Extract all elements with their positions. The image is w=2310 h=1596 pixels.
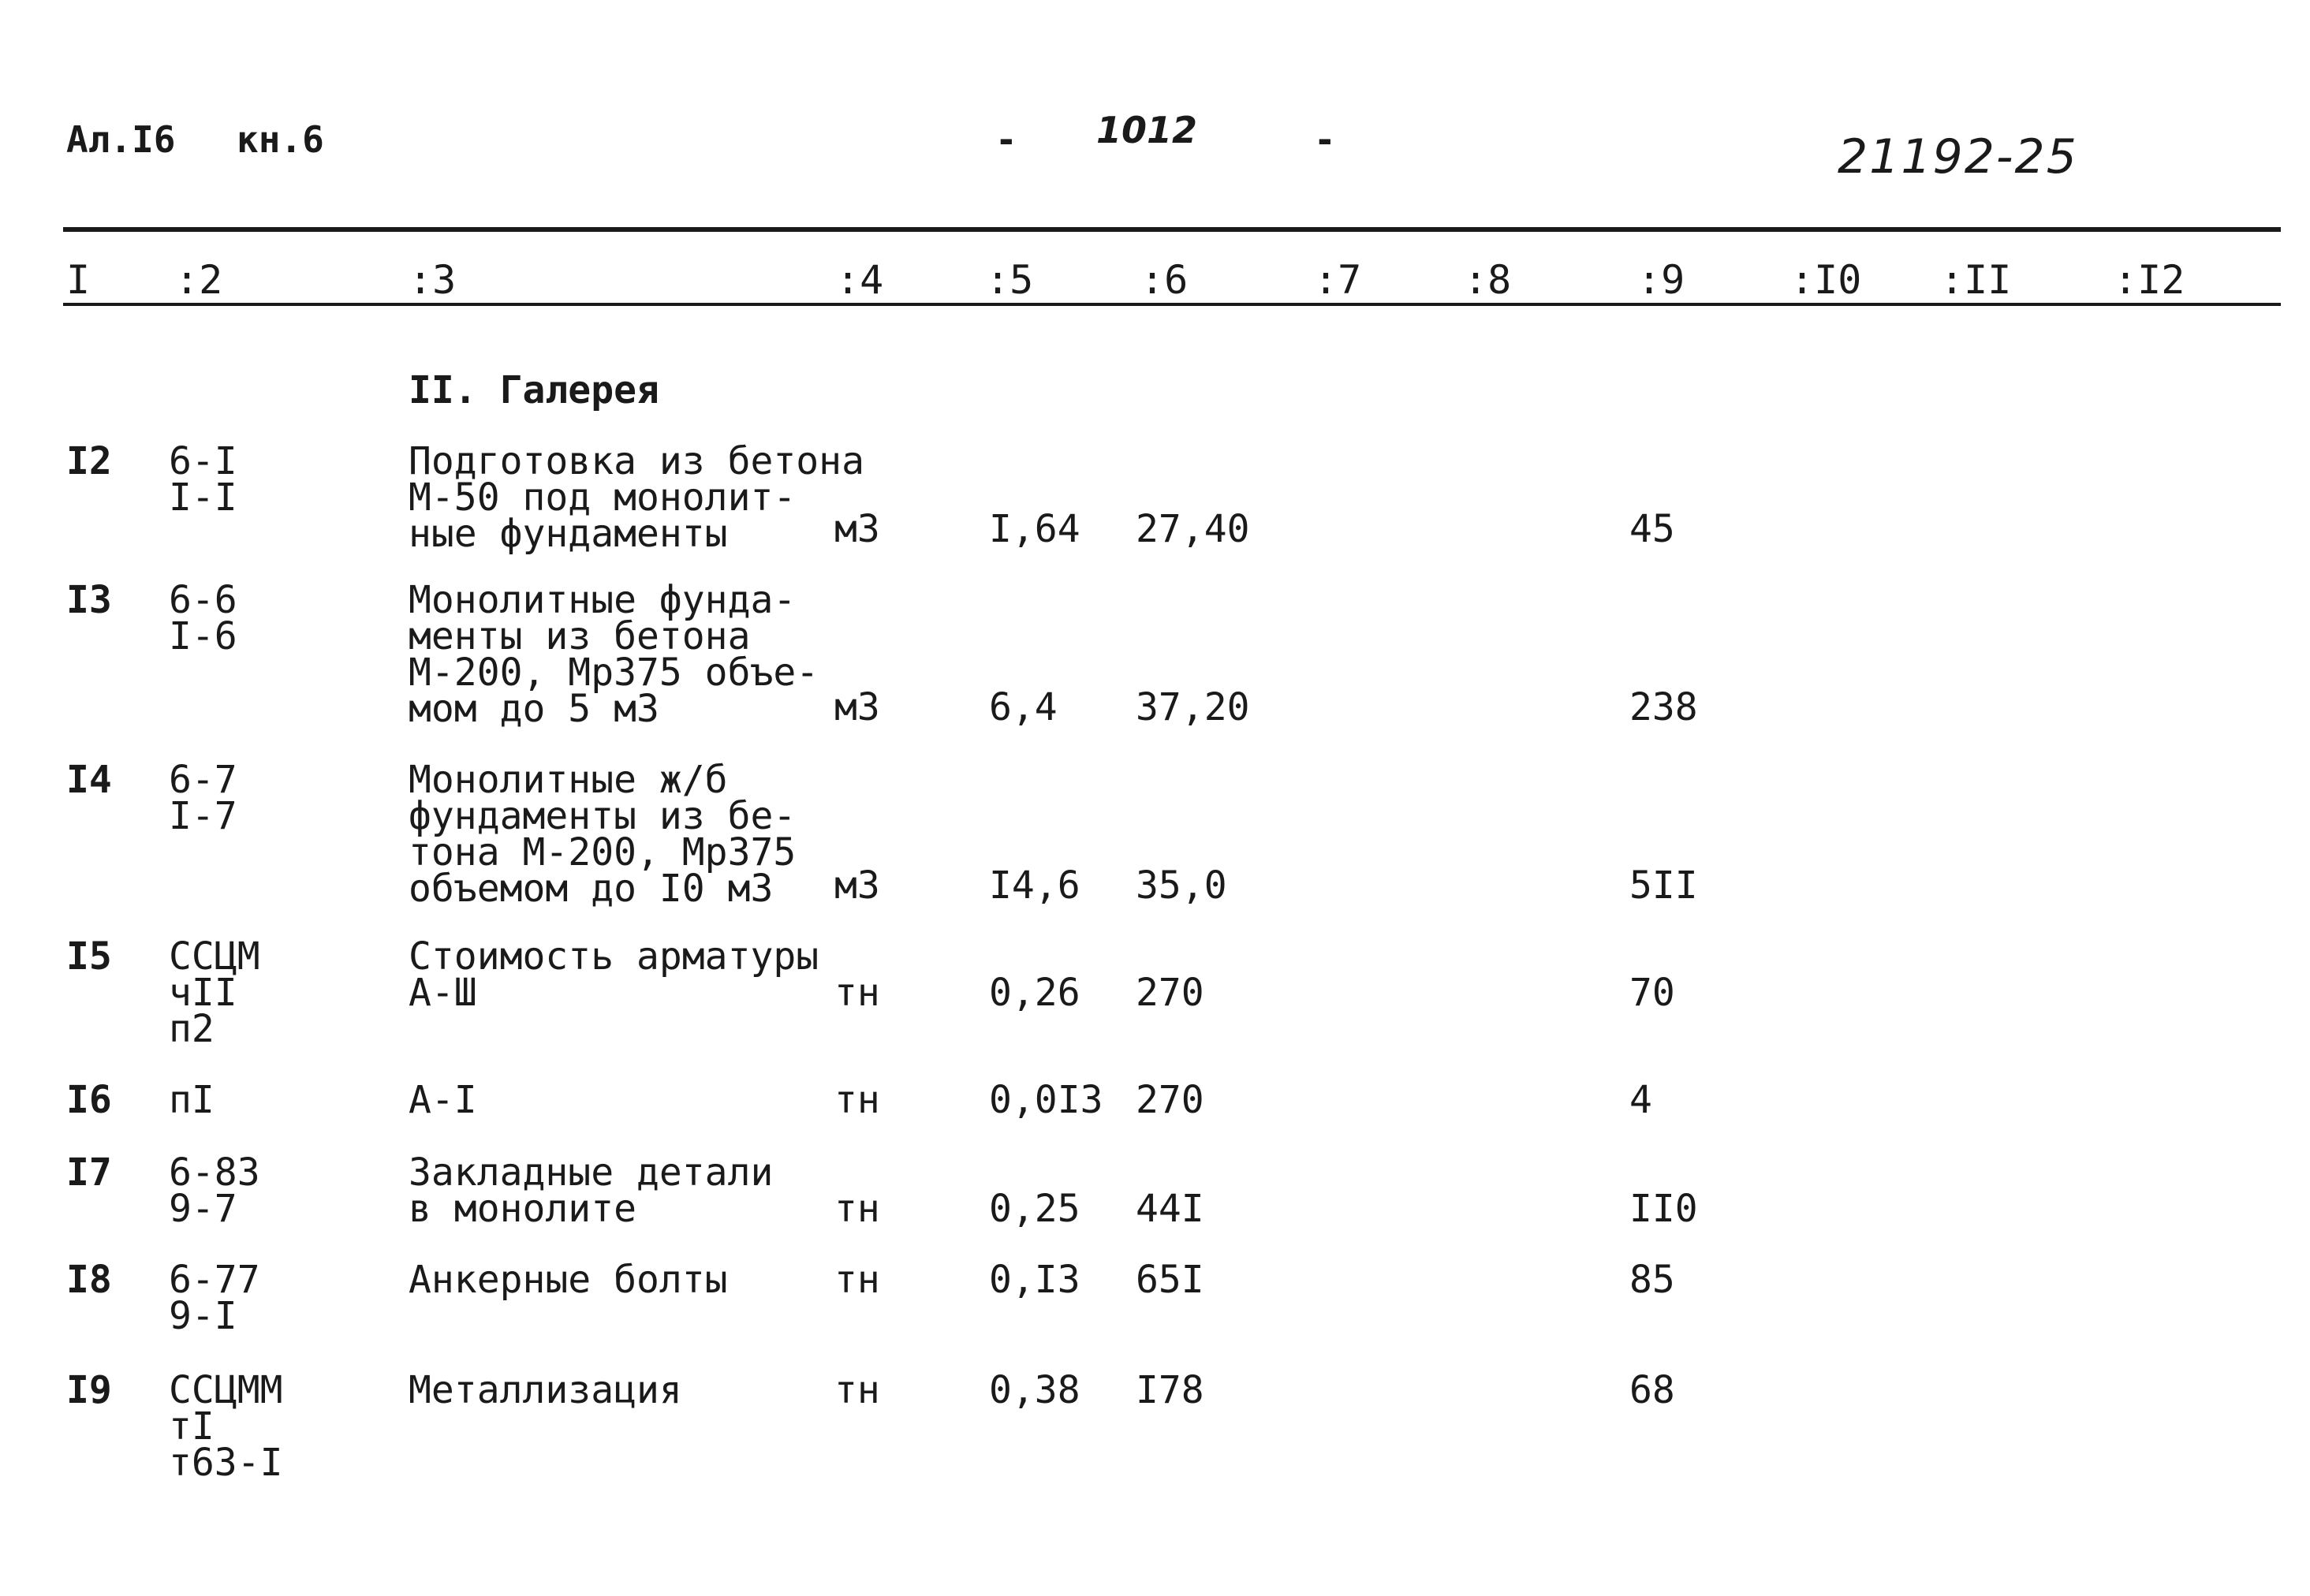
row-total: 68 — [1629, 1368, 1675, 1412]
row-quantity: I4,6 — [989, 863, 1080, 908]
column-number-8: :8 — [1464, 257, 1512, 303]
row-unit: м3 — [834, 685, 880, 729]
row-total: 5II — [1629, 863, 1698, 908]
row-quantity: 0,I3 — [989, 1258, 1080, 1302]
row-total: 4 — [1629, 1078, 1652, 1122]
row-name: Закладные детали в монолите — [409, 1150, 774, 1231]
table-top-rule — [63, 227, 2281, 232]
row-name: Стоимость арматуры А-Ш — [409, 934, 819, 1015]
column-number-2: :2 — [175, 257, 223, 303]
row-unit: м3 — [834, 507, 880, 551]
row-unit: м3 — [834, 863, 880, 908]
row-number: I5 — [66, 934, 112, 979]
row-total: 45 — [1629, 507, 1675, 551]
row-quantity: I,64 — [989, 507, 1080, 551]
row-code: ССЦМ чII п2 — [169, 934, 260, 1051]
row-quantity: 0,0I3 — [989, 1078, 1103, 1122]
column-number-6: :6 — [1140, 257, 1189, 303]
row-code: 6-I I-I — [169, 439, 237, 520]
row-name: А-I — [409, 1078, 477, 1122]
column-number-7: :7 — [1314, 257, 1362, 303]
row-unit: тн — [834, 971, 880, 1015]
row-price: 270 — [1136, 971, 1204, 1015]
column-number-4: :4 — [836, 257, 884, 303]
row-name: Металлизация — [409, 1368, 682, 1412]
row-code: пI — [169, 1078, 215, 1122]
section-title: II. Галерея — [409, 368, 659, 412]
row-total: 85 — [1629, 1258, 1675, 1302]
row-price: I78 — [1136, 1368, 1204, 1412]
row-price: 44I — [1136, 1187, 1204, 1231]
row-unit: тн — [834, 1078, 880, 1122]
row-unit: тн — [834, 1258, 880, 1302]
row-price: 37,20 — [1136, 685, 1250, 729]
row-quantity: 6,4 — [989, 685, 1058, 729]
sheet-code: Ал.I6 — [66, 118, 176, 161]
column-number-11: :II — [1940, 257, 2012, 303]
row-number: I2 — [66, 439, 112, 483]
row-price: 35,0 — [1136, 863, 1227, 908]
row-quantity: 0,26 — [989, 971, 1080, 1015]
row-price: 27,40 — [1136, 507, 1250, 551]
row-total: 238 — [1629, 685, 1698, 729]
row-name: Монолитные ж/б фундаменты из бе- тона М-200, Мр375 объемом до I0 м3 — [409, 758, 797, 911]
column-header-rule — [63, 303, 2281, 306]
row-total: 70 — [1629, 971, 1675, 1015]
column-number-1: I — [66, 257, 91, 303]
book-number: кн.6 — [237, 118, 324, 161]
row-name: Подготовка из бетона М-50 под монолит- ные фундаменты — [409, 439, 864, 556]
column-number-5: :5 — [986, 257, 1034, 303]
row-price: 65I — [1136, 1258, 1204, 1302]
row-unit: тн — [834, 1187, 880, 1231]
row-price: 270 — [1136, 1078, 1204, 1122]
row-quantity: 0,38 — [989, 1368, 1080, 1412]
row-name: Монолитные фунда- менты из бетона М-200, Мр375 объе- мом до 5 м3 — [409, 578, 819, 731]
page-number: 1012 — [1096, 109, 1198, 151]
row-number: I9 — [66, 1368, 112, 1412]
row-code: 6-77 9-I — [169, 1258, 260, 1338]
page-dash-right: - — [1314, 118, 1336, 161]
row-unit: тн — [834, 1368, 880, 1412]
row-number: I7 — [66, 1150, 112, 1195]
row-number: I3 — [66, 578, 112, 622]
column-number-9: :9 — [1637, 257, 1685, 303]
row-number: I8 — [66, 1258, 112, 1302]
row-code: 6-7 I-7 — [169, 758, 237, 838]
row-number: I6 — [66, 1078, 112, 1122]
row-quantity: 0,25 — [989, 1187, 1080, 1231]
column-number-12: :I2 — [2114, 257, 2185, 303]
document-number: 21192-25 — [1838, 129, 2078, 185]
row-name: Анкерные болты — [409, 1258, 728, 1302]
row-code: 6-6 I-6 — [169, 578, 237, 658]
column-number-3: :3 — [409, 257, 457, 303]
page-dash-left: - — [995, 118, 1017, 161]
column-number-10: :I0 — [1790, 257, 1862, 303]
row-code: ССЦММ тI т63-I — [169, 1368, 283, 1485]
row-number: I4 — [66, 758, 112, 802]
row-code: 6-83 9-7 — [169, 1150, 260, 1231]
row-total: II0 — [1629, 1187, 1698, 1231]
